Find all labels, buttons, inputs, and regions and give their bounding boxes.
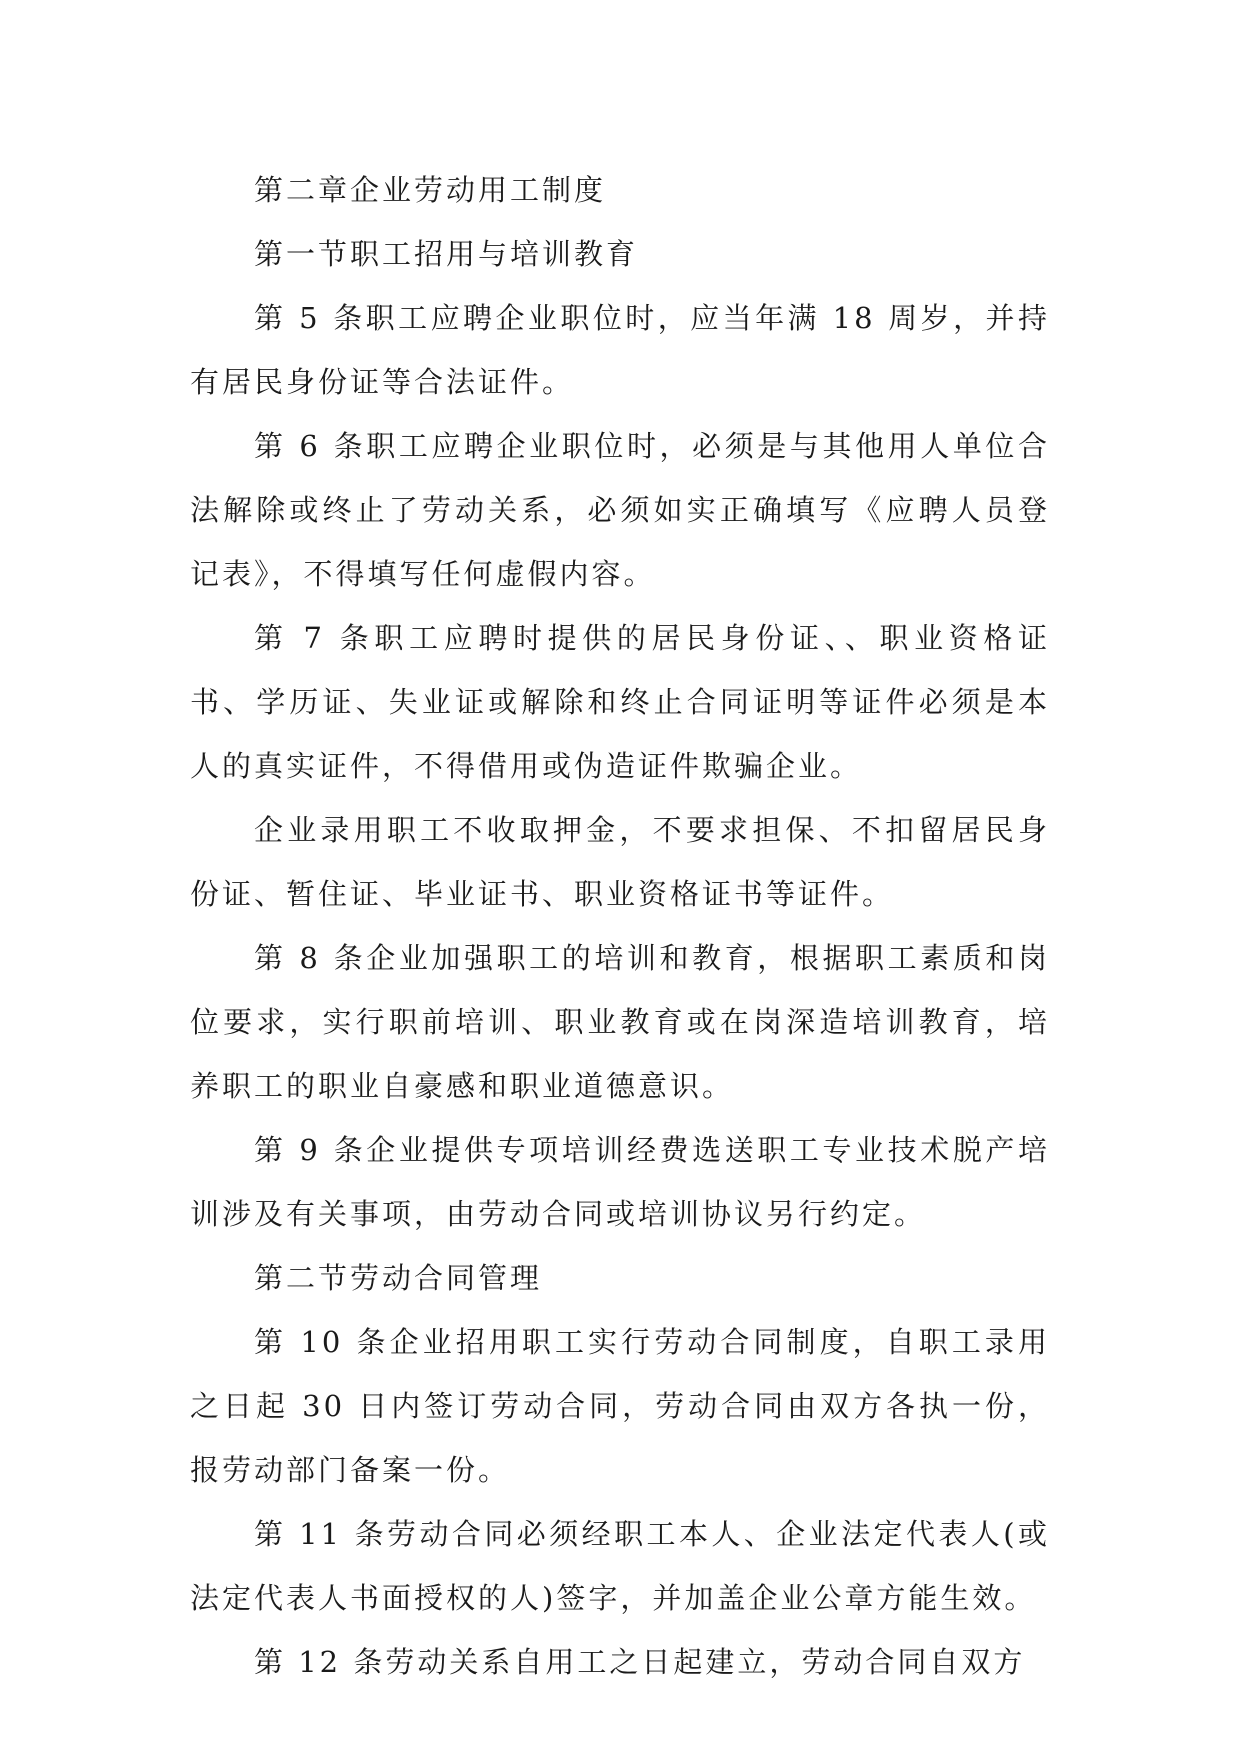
article-6: 第 6 条职工应聘企业职位时，必须是与其他用人单位合法解除或终止了劳动关系，必须如实正确填写《应聘人员登记表》，不得填写任何虚假内容。 bbox=[190, 429, 1050, 591]
article-9: 第 9 条企业提供专项培训经费选送职工专业技术脱产培训涉及有关事项，由劳动合同或培训协议另行约定。 bbox=[190, 1133, 1050, 1231]
article-5: 第 5 条职工应聘企业职位时，应当年满 18 周岁，并持有居民身份证等合法证件。 bbox=[190, 301, 1050, 399]
article-10: 第 10 条企业招用职工实行劳动合同制度，自职工录用之日起 30 日内签订劳动合同，劳动合同由双方各执一份，报劳动部门备案一份。 bbox=[190, 1325, 1050, 1487]
section-heading-1: 第一节职工招用与培训教育 bbox=[254, 237, 639, 271]
article-7: 第 7 条职工应聘时提供的居民身份证、、职业资格证书、学历证、失业证或解除和终止合同证明等证件必须是本人的真实证件，不得借用或伪造证件欺骗企业。 bbox=[190, 621, 1050, 783]
document-body bbox=[190, 158, 1050, 1694]
article-11: 第 11 条劳动合同必须经职工本人、企业法定代表人(或法定代表人书面授权的人)签字，并加盖企业公章方能生效。 bbox=[190, 1517, 1050, 1615]
deposit-clause: 企业录用职工不收取押金，不要求担保、不扣留居民身份证、暂住证、毕业证书、职业资格证书等证件。 bbox=[190, 813, 1050, 911]
chapter-heading: 第二章企业劳动用工制度 bbox=[254, 173, 607, 207]
article-8: 第 8 条企业加强职工的培训和教育，根据职工素质和岗位要求，实行职前培训、职业教育或在岗深造培训教育，培养职工的职业自豪感和职业道德意识。 bbox=[190, 941, 1050, 1103]
section-heading-2: 第二节劳动合同管理 bbox=[254, 1261, 543, 1295]
article-12: 第 12 条劳动关系自用工之日起建立，劳动合同自双方 bbox=[254, 1645, 1026, 1679]
